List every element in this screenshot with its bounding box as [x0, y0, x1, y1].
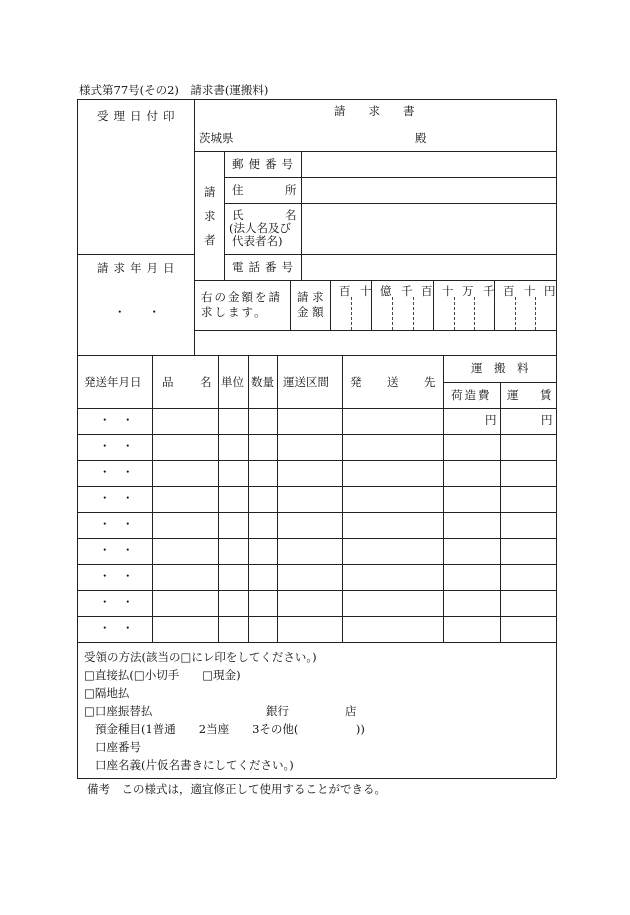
receipt-stamp-label: 受理日付印 [97, 109, 180, 123]
payment-direct-checkbox[interactable]: □直接払(□小切手 □現金) [84, 668, 241, 682]
postal-code-label: 郵便番号 [232, 157, 298, 171]
name-field[interactable] [302, 204, 555, 254]
digit-label: 百 [339, 284, 351, 298]
row-date[interactable]: ・ ・ [99, 439, 134, 453]
form-title: 様式第77号(その2) 請求書(運搬料) [79, 83, 269, 97]
claim-date-label: 請求年月日 [97, 261, 180, 275]
address-label-left: 住 [232, 183, 244, 197]
footnote: 備考 この様式は，適宜修正して使用することができる。 [87, 782, 386, 796]
row-date[interactable]: ・ ・ [99, 595, 134, 609]
col-qty: 数量 [251, 375, 274, 389]
honorific-dono: 殿 [415, 131, 427, 145]
claimant-label-1: 請 [204, 185, 216, 199]
payment-remote-checkbox[interactable]: □隔地払 [84, 686, 130, 700]
digit-label: 千 [401, 284, 413, 298]
col-unit: 単位 [221, 375, 244, 389]
col-dest-3: 先 [424, 375, 436, 389]
amount-field[interactable] [331, 300, 555, 329]
col-section: 運送区間 [283, 375, 329, 389]
claimant-label-3: 者 [204, 233, 216, 247]
col-dest-1: 発 [350, 375, 362, 389]
row-date[interactable]: ・ ・ [99, 465, 134, 479]
col-freight-left: 運 [507, 388, 519, 402]
digit-label: 十 [360, 284, 372, 298]
amount-label-line1: 請 求 [297, 290, 324, 304]
row-date[interactable]: ・ ・ [99, 491, 134, 505]
deposit-type[interactable]: 預金種目(1普通 2当座 3その他( )) [95, 722, 365, 736]
col-ship-date: 発送年月日 [84, 375, 142, 389]
digit-label: 万 [462, 284, 474, 298]
digit-label: 十 [442, 284, 454, 298]
address-field[interactable] [302, 178, 555, 203]
row-date[interactable]: ・ ・ [99, 621, 134, 635]
addressee: 茨城県 [199, 131, 234, 145]
name-label-left: 氏 [232, 208, 244, 222]
col-item-right: 名 [200, 375, 212, 389]
name-note-1: (法人名及び [229, 221, 291, 235]
col-freight-right: 賃 [540, 388, 552, 402]
branch-label: 店 [345, 704, 357, 718]
address-label-right: 所 [285, 183, 297, 197]
account-name-label: 口座名義(片仮名書きにしてください。) [95, 758, 294, 772]
row-date[interactable]: ・ ・ [99, 543, 134, 557]
request-text-line1: 右の金額を請 [201, 290, 282, 304]
row-date[interactable]: ・ ・ [99, 569, 134, 583]
col-handling: 荷造費 [451, 388, 492, 402]
postal-code-field[interactable] [302, 152, 555, 177]
row-date[interactable]: ・ ・ [99, 517, 134, 531]
payment-heading: 受領の方法(該当の□にレ印をしてください。) [84, 650, 317, 664]
request-text-line2: 求します。 [201, 305, 268, 319]
yen-unit-freight: 円 [541, 413, 553, 427]
amount-label-line2: 金 額 [297, 305, 324, 319]
invoice-heading: 請 求 書 [334, 104, 415, 118]
phone-field[interactable] [302, 255, 555, 280]
account-number-label: 口座番号 [95, 740, 141, 754]
bank-label: 銀行 [266, 704, 289, 718]
row-date[interactable]: ・ ・ [99, 413, 134, 427]
phone-label: 電話番号 [232, 260, 298, 274]
digit-label: 千 [483, 284, 495, 298]
digit-label: 百 [421, 284, 433, 298]
digit-label: 百 [503, 284, 515, 298]
claim-date-value[interactable]: ・ ・ [114, 305, 160, 319]
payment-transfer-checkbox[interactable]: □口座振替払 [84, 704, 153, 718]
digit-label: 円 [544, 284, 556, 298]
name-note-2: 代表者名) [232, 234, 283, 248]
yen-unit-handling: 円 [485, 413, 497, 427]
col-dest-2: 送 [387, 375, 399, 389]
claimant-label-2: 求 [204, 209, 216, 223]
col-fee: 運 搬 料 [471, 361, 529, 375]
name-label-right: 名 [285, 208, 297, 222]
digit-label: 億 [380, 284, 392, 298]
col-item-left: 品 [162, 375, 174, 389]
digit-label: 十 [524, 284, 536, 298]
